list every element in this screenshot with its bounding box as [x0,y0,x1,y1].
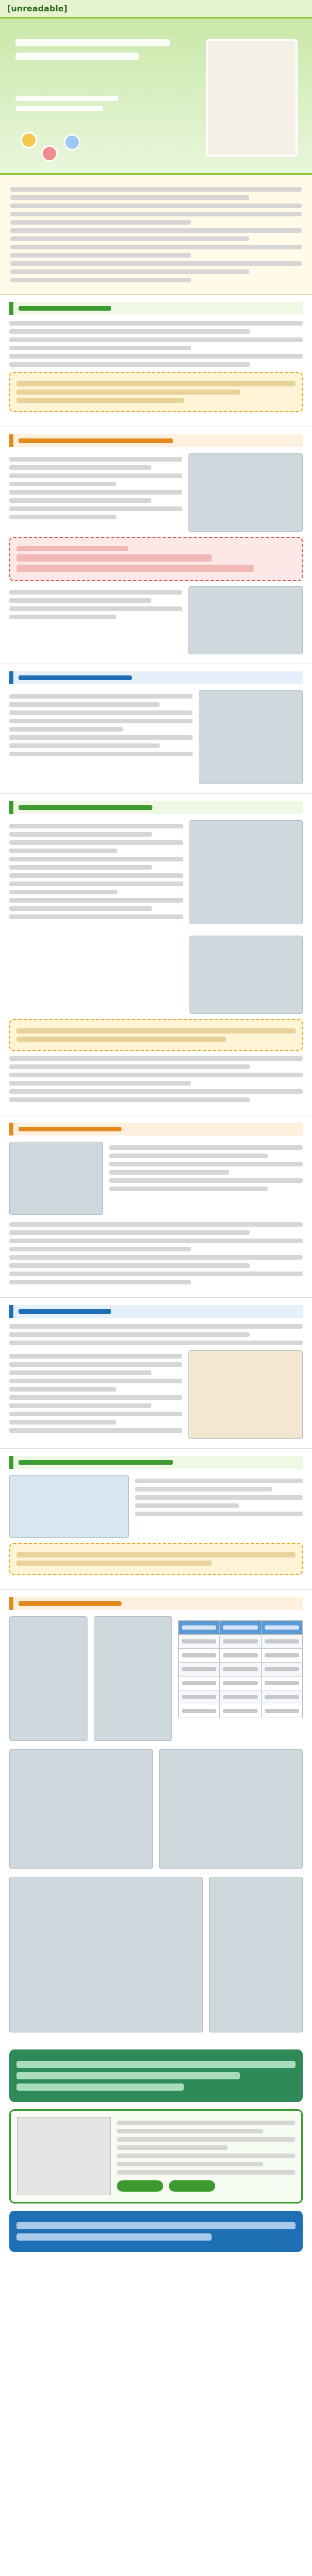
portrait-photo [206,39,298,157]
event-photo [209,1877,303,2032]
flower-icon [41,145,58,162]
report-banner[interactable] [9,2211,303,2252]
newsletter-header [0,0,312,19]
office-map [17,2117,111,2195]
highlight-box [9,1019,303,1051]
office-contact [9,2109,303,2204]
section-heading [9,434,303,447]
contact-badge [117,2180,163,2192]
children-illustration [188,1350,303,1439]
section-events [0,1590,312,2042]
hero-headline [15,39,170,46]
section-hospital [0,664,312,794]
hospital-photo [199,690,303,784]
intro-text [0,175,312,295]
flower-icon [21,132,37,148]
section-heading [9,801,303,814]
contact-badge [169,2180,215,2192]
hero-subtitle [15,106,103,111]
flower-icon [64,134,80,150]
section-gym [0,427,312,664]
announcement-box [9,537,303,581]
hero-headline [15,53,139,60]
section-disaster [0,295,312,427]
event-photo [9,1877,203,2032]
schedule-table [178,1620,303,1718]
section-schedule [0,1115,312,1298]
newsletter-title: [unreadable] [7,4,67,13]
train-photo [9,1475,129,1538]
sign-photo [189,936,303,1014]
section-heading [9,1597,303,1610]
section-heading [9,1456,303,1469]
gym-photo [188,453,303,532]
section-heading [9,302,303,315]
section-heading [9,1305,303,1318]
section-childcare [0,1298,312,1449]
event-photo [9,1142,103,1215]
building-photo [188,586,303,654]
section-transport [0,1449,312,1590]
highlight-box [9,372,303,412]
hero-banner [0,19,312,175]
hero-subtitle [15,96,118,101]
event-photo [159,1749,303,1869]
campaign-banner [9,2049,303,2102]
section-heading [9,671,303,684]
event-photo [94,1616,172,1741]
section-heading [9,1123,303,1136]
section-emergency [0,794,312,1115]
highlight-box [9,1543,303,1575]
event-photo [9,1616,88,1741]
event-photo [9,1749,153,1869]
facility-photo [189,820,303,924]
